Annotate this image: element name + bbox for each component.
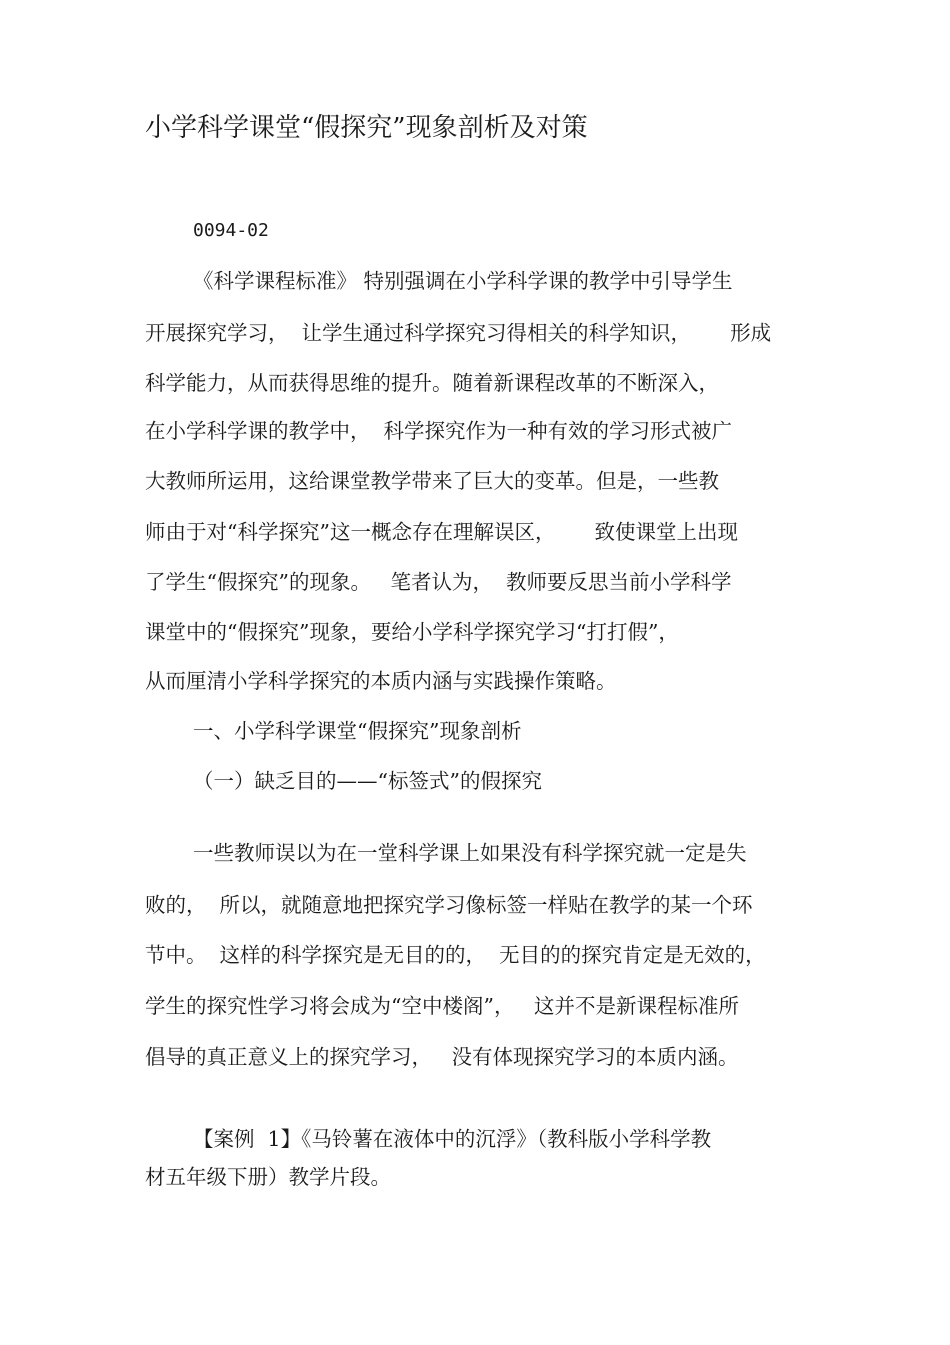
case-line: 【案例 1】《马铃薯在液体中的沉浮》（教科版小学科学教	[193, 1127, 712, 1151]
document-code: 0094-02	[193, 220, 269, 241]
paragraph-line: 师由于对“科学探究”这一概念存在理解误区， 致使课堂上出现	[145, 520, 739, 544]
paragraph-line: 倡导的真正意义上的探究学习， 没有体现探究学习的本质内涵。	[145, 1045, 739, 1069]
paragraph-line: 一些教师误以为在一堂科学课上如果没有科学探究就一定是失	[193, 841, 747, 865]
paragraph-line: 《科学课程标准》 特别强调在小学科学课的教学中引导学生	[193, 269, 733, 293]
paragraph-line: 课堂中的“假探究”现象，要给小学科学探究学习“打打假”，	[145, 620, 679, 644]
paragraph-line: 开展探究学习， 让学生通过科学探究习得相关的科学知识， 形成	[145, 321, 772, 345]
paragraph-line: 败的， 所以，就随意地把探究学习像标签一样贴在教学的某一个环	[145, 893, 753, 917]
paragraph-line: 学生的探究性学习将会成为“空中楼阁”， 这并不是新课程标准所	[145, 994, 740, 1018]
case-line: 材五年级下册）教学片段。	[145, 1165, 391, 1189]
document-title: 小学科学课堂“假探究”现象剖析及对策	[145, 113, 588, 143]
paragraph-line: 从而厘清小学科学探究的本质内涵与实践操作策略。	[145, 669, 617, 693]
paragraph-line: 了学生“假探究”的现象。 笔者认为， 教师要反思当前小学科学	[145, 570, 732, 594]
paragraph-line: 在小学科学课的教学中， 科学探究作为一种有效的学习形式被广	[145, 419, 733, 443]
paragraph-line: 大教师所运用，这给课堂教学带来了巨大的变革。但是，一些教	[145, 469, 719, 493]
paragraph-line: 节中。 这样的科学探究是无目的的， 无目的的探究肯定是无效的，	[145, 943, 766, 967]
paragraph-line: 科学能力，从而获得思维的提升。随着新课程改革的不断深入，	[145, 371, 719, 395]
section-heading: 一、小学科学课堂“假探究”现象剖析	[193, 719, 522, 743]
subsection-heading: （一）缺乏目的——“标签式”的假探究	[193, 769, 542, 793]
